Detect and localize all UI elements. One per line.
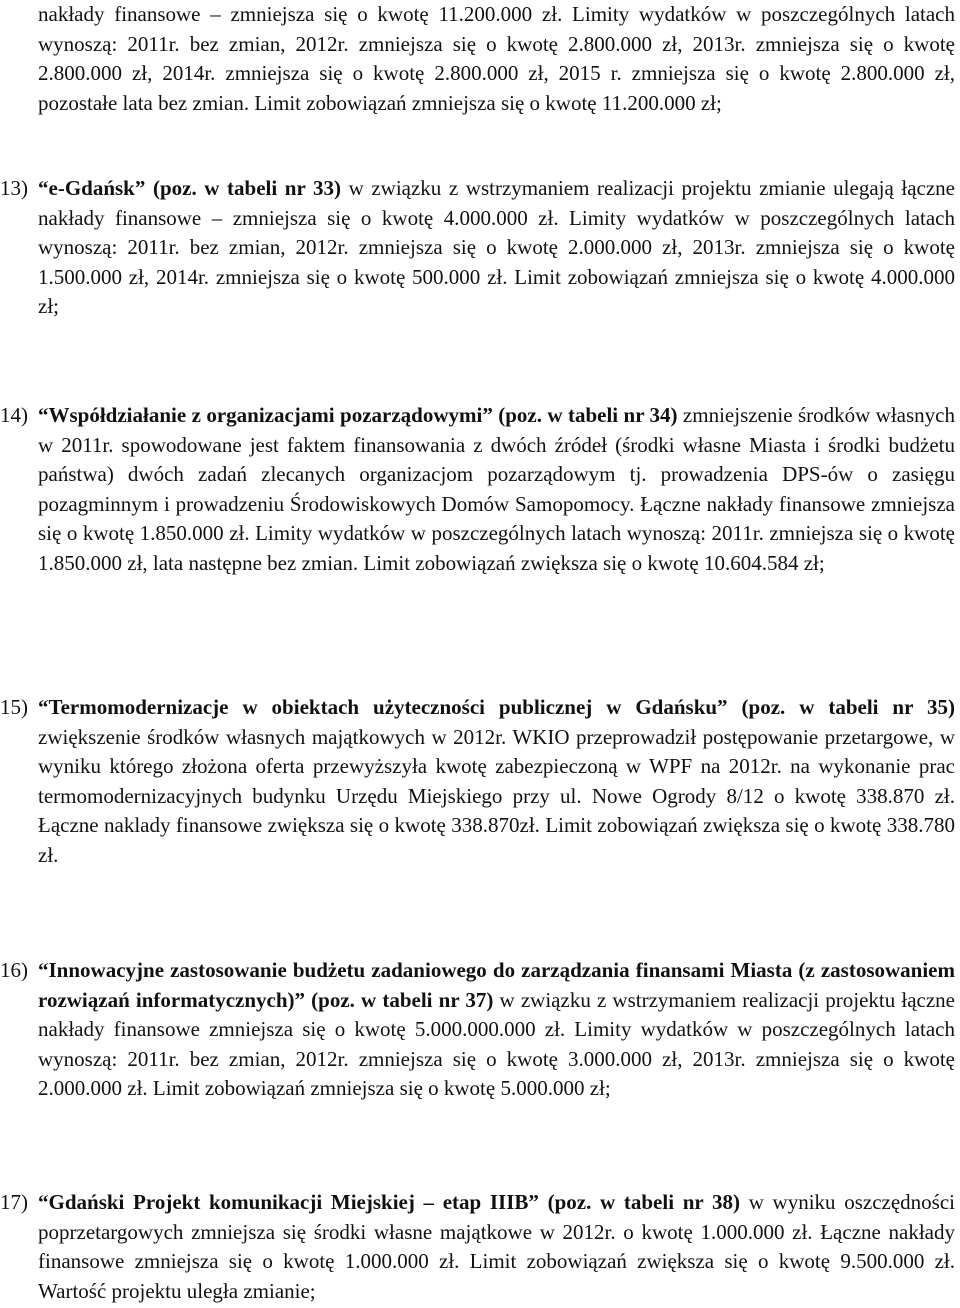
item-reference: (poz. w tabeli nr 33) bbox=[152, 176, 341, 200]
item-text: zwiększenie środków własnych majątkowych w 2012r. WKIO przeprowadził postępowanie przetargowe, w wyniku którego złożona oferta przewyższyła kwotę zabezpieczoną w WPF na 2012r. na wykonanie prac termomodernizacyjnych budynku Urzędu Miejskiego przy ul. Nowe Ogrody 8/12 o kwotę 338.870 zł. Łączne naklady finansowe zwiększa się o kwotę 338.870zł. Limit zobowiązań zwiększa się o kwotę 338.780 zł. bbox=[38, 724, 955, 867]
list-item-16 bbox=[0, 956, 955, 1104]
item-body bbox=[38, 174, 955, 322]
list-item-13 bbox=[0, 174, 955, 322]
list-item-15 bbox=[0, 693, 955, 870]
item-title: “Innowacyjne zastosowanie budżetu zadaniowego do zarządzania finansami Miasta (z zastosowaniem rozwiązań informatycznych)” bbox=[38, 958, 955, 1012]
item-body bbox=[38, 693, 955, 870]
item-text: w związku z wstrzymaniem realizacji projektu zmianie ulegają łączne nakłady finansowe – zmniejsza się o kwotę 4.000.000 zł. Limity wydatków w poszczególnych latach wynoszą: 2011r. bez zmian, 2012r. zmniejsza się o kwotę 2.000.000 zł, 2013r. zmniejsza się o kwotę 1.500.000 zł, 2014r. zmniejsza się o kwotę 500.000 zł. Limit zobowiązań zmniejsza się o kwotę 4.000.000 zł; bbox=[38, 176, 956, 318]
item-text: w związku z wstrzymaniem realizacji projektu łączne nakłady finansowe zmniejsza się o kwotę 5.000.000.000 zł. Limity wydatków w poszczególnych latach wynoszą: 2011r. bez zmian, 2012r. zmniejsza się o kwotę 3.000.000 zł, 2013r. zmniejsza się o kwotę 2.000.000 zł. Limit zobowiązań zmniejsza się o kwotę 5.000.000 zł; bbox=[38, 987, 956, 1100]
item-number: 15) bbox=[0, 695, 28, 719]
item-number: 16) bbox=[0, 958, 28, 982]
item-title: “Gdański Projekt komunikacji Miejskiej – etap IIIB” bbox=[38, 1190, 539, 1214]
item-number: 13) bbox=[0, 176, 28, 200]
item-body bbox=[38, 956, 955, 1104]
item-title: “e-Gdańsk” bbox=[38, 176, 146, 200]
continuation-paragraph: nakłady finansowe – zmniejsza się o kwotę 11.200.000 zł. Limity wydatków w poszczególnych latach wynoszą: 2011r. bez zmian, 2012r. zmniejsza się o kwotę 2.800.000 zł, 2013r. zmniejsza się o kwotę 2.800.000 zł, 2014r. zmniejsza się o kwotę 2.800.000 zł, 2015 r. zmniejsza się o kwotę 2.800.000 zł, pozostałe lata bez zmian. Limit zobowiązań zmniejsza się o kwotę 11.200.000 zł; bbox=[38, 2, 955, 115]
item-title: “Współdziałanie z organizacjami pozarządowymi” bbox=[38, 403, 493, 427]
item-number: 17) bbox=[0, 1190, 28, 1214]
item-reference: (poz. w tabeli nr 37) bbox=[311, 987, 494, 1012]
item-body bbox=[38, 1188, 955, 1306]
item-text: zmniejszenie środków własnych w 2011r. spowodowane jest faktem finansowania z dwóch źródeł (środki własne Miasta i środki budżetu państwa) dwóch zadań zlecanych organizacjom pozarządowym tj. prowadzenia DPS-ów o zasięgu pozagminnym i prowadzeniu Środowiskowych Domów Samopomocy. Łączne nakłady finansowe zmniejsza się o kwotę 1.850.000 zł. Limity wydatków w poszczególnych latach wynoszą: 2011r. zmniejsza się o kwotę 1.850.000 zł, lata następne bez zmian. Limit zobowiązań zwiększa się o kwotę 10.604.584 zł; bbox=[38, 403, 955, 575]
list-item-14 bbox=[0, 401, 955, 578]
item-reference: (poz. w tabeli nr 35) bbox=[741, 695, 955, 719]
item-body bbox=[38, 401, 955, 578]
list-item-17 bbox=[0, 1188, 955, 1306]
item-number: 14) bbox=[0, 403, 28, 427]
item-reference: (poz. w tabeli nr 38) bbox=[547, 1190, 741, 1214]
item-reference: (poz. w tabeli nr 34) bbox=[498, 403, 678, 427]
item-text: w wyniku oszczędności poprzetargowych zmniejsza się środki własne majątkowe w 2012r. o kwotę 1.000.000 zł. Łączne nakłady finansowe zmniejsza się o kwotę 1.000.000 zł. Limit zobowiązań zwiększa się o kwotę 9.500.000 zł. Wartość projektu uległa zmianie; bbox=[38, 1190, 956, 1303]
item-title: “Termomodernizacje w obiektach użyteczności publicznej w Gdańsku” bbox=[38, 695, 728, 719]
